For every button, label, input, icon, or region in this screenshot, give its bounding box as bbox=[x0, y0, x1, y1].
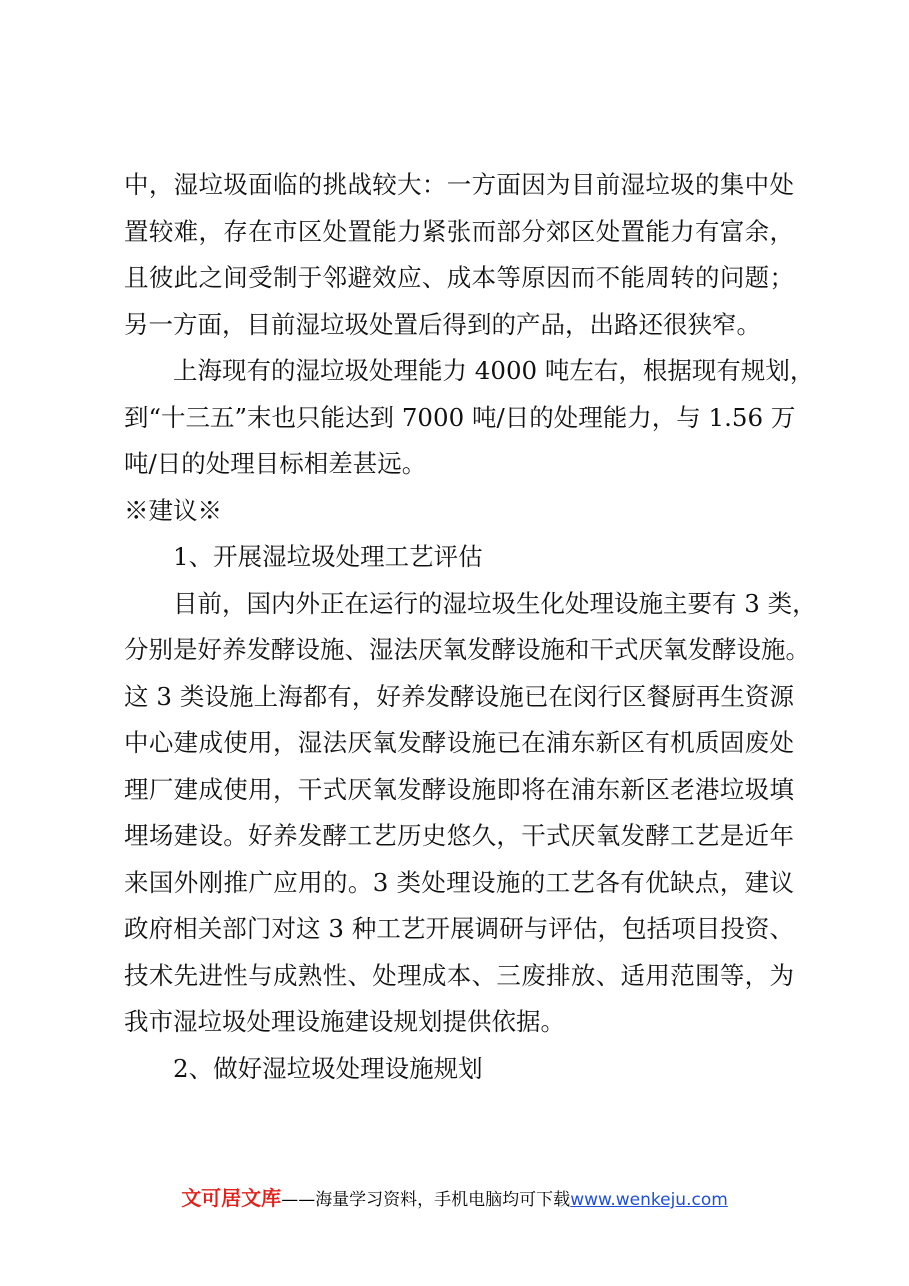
text-line: 这 3 类设施上海都有，好养发酵设施已在闵行区餐厨再生资源 bbox=[124, 681, 794, 711]
footer-link[interactable]: www.wenkeju.com bbox=[570, 1190, 728, 1210]
text-line: 来国外刚推广应用的。3 类处理设施的工艺各有优缺点，建议 bbox=[124, 867, 794, 897]
footer-brand: 文可居文库 bbox=[181, 1186, 282, 1210]
text-line: 另一方面，目前湿垃圾处置后得到的产品，出路还很狭窄。 bbox=[124, 309, 761, 339]
subsection-heading: 1、开展湿垃圾处理工艺评估 bbox=[173, 542, 483, 571]
section-heading: ※建议※ bbox=[124, 495, 222, 525]
text-line: 且彼此之间受制于邻避效应、成本等原因而不能周转的问题； bbox=[124, 263, 794, 292]
text-line: 到“十三五”末也只能达到 7000 吨/日的处理能力，与 1.56 万 bbox=[124, 402, 796, 432]
text-line: 中，湿垃圾面临的挑战较大：一方面因为目前湿垃圾的集中处 bbox=[124, 170, 794, 199]
text-line: 目前，国内外正在运行的湿垃圾生化处理设施主要有 3 类， bbox=[173, 588, 817, 618]
text-line: 吨/日的处理目标相差甚远。 bbox=[124, 449, 427, 478]
text-line: 政府相关部门对这 3 种工艺开展调研与评估，包括项目投资、 bbox=[124, 914, 794, 943]
text-line: 埋场建设。好养发酵工艺历史悠久，干式厌氧发酵工艺是近年 bbox=[124, 821, 794, 850]
text-line: 中心建成使用，湿法厌氧发酵设施已在浦东新区有机质固废处 bbox=[124, 728, 794, 757]
text-line: 分别是好养发酵设施、湿法厌氧发酵设施和干式厌氧发酵设施。 bbox=[124, 635, 810, 664]
text-line: 理厂建成使用，干式厌氧发酵设施即将在浦东新区老港垃圾填 bbox=[124, 774, 794, 804]
subsection-heading: 2、做好湿垃圾处理设施规划 bbox=[173, 1053, 483, 1083]
document-body bbox=[124, 162, 817, 1092]
text-line: 上海现有的湿垃圾处理能力 4000 吨左右，根据现有规划， bbox=[173, 356, 815, 385]
text-line: 我市湿垃圾处理设施建设规划提供依据。 bbox=[124, 1007, 565, 1036]
footer-banner bbox=[0, 1182, 909, 1211]
text-line: 技术先进性与成熟性、处理成本、三废排放、适用范围等，为 bbox=[124, 960, 794, 990]
text-line: 置较难，存在市区处置能力紧张而部分郊区处置能力有富余， bbox=[124, 216, 794, 246]
footer-tagline: ——海量学习资料，手机电脑均可下载 bbox=[281, 1190, 571, 1210]
